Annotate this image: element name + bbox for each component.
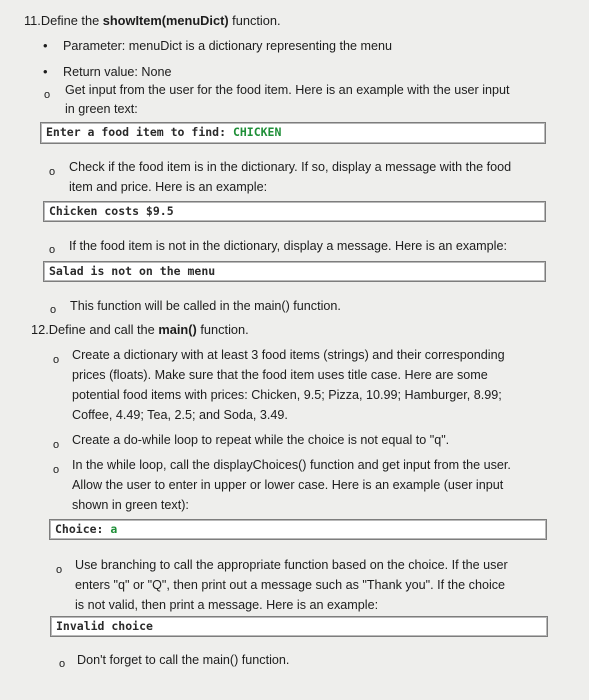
while-loop-text-line-3: shown in green text): — [72, 498, 189, 512]
example-box-not-found: Salad is not on the menu — [43, 261, 546, 282]
branching-text-line-3: is not valid, then print a message. Here is an example: — [75, 598, 379, 612]
filled-bullet-icon: • — [43, 64, 48, 79]
hollow-bullet-icon: o — [56, 564, 63, 576]
prompt-text: Enter a food item to find: — [46, 125, 233, 139]
hollow-bullet-icon: o — [59, 658, 66, 670]
user-input-text: CHICKEN — [232, 125, 282, 139]
parameter-text: Parameter: menuDict is a dictionary representing the menu — [63, 39, 392, 53]
example-box-choice — [49, 519, 547, 540]
while-loop-text-line-2: Allow the user to enter in upper or lower case. Here is an example (user input — [72, 478, 504, 492]
section-number: 12. — [31, 322, 49, 337]
create-dict-text-line-2: prices (floats). Make sure that the food item uses title case. Here are some — [72, 368, 488, 382]
get-input-text-line-2: in green text: — [65, 102, 138, 116]
filled-bullet-icon: • — [43, 38, 48, 53]
function-name: showItem(menuDict) — [102, 13, 229, 28]
function-name: main() — [158, 322, 197, 337]
hollow-bullet-icon: o — [53, 439, 60, 451]
create-dict-text-line-4: Coffee, 4.49; Tea, 2.5; and Soda, 3.49. — [72, 408, 288, 422]
check-dict-text-line-1: Check if the food item is in the dictionary. If so, display a message with the food — [69, 160, 512, 174]
called-in-main-text: This function will be called in the main() function. — [70, 299, 341, 313]
user-input-text: a — [110, 522, 118, 536]
example-box-enter-food — [40, 122, 546, 144]
call-main-reminder-text: Don't forget to call the main() function. — [77, 653, 290, 667]
do-while-text: Create a do-while loop to repeat while the choice is not equal to "q". — [72, 433, 450, 447]
hollow-bullet-icon: o — [44, 89, 51, 101]
prompt-text: Choice: — [55, 522, 111, 536]
create-dict-text-line-3: potential food items with prices: Chicken, 9.5; Pizza, 10.99; Hamburger, 8.99; — [72, 388, 502, 402]
hollow-bullet-icon: o — [50, 304, 57, 316]
branching-text-line-1: Use branching to call the appropriate function based on the choice. If the user — [75, 558, 508, 572]
branching-text-line-2: enters "q" or "Q", then print out a message such as "Thank you". If the choice — [75, 578, 506, 592]
return-value-text: Return value: None — [63, 65, 172, 79]
get-input-text-line-1: Get input from the user for the food item. Here is an example with the user input — [65, 83, 510, 97]
hollow-bullet-icon: o — [53, 464, 60, 476]
create-dict-text-line-1: Create a dictionary with at least 3 food items (strings) and their corresponding — [72, 348, 505, 362]
check-dict-text-line-2: item and price. Here is an example: — [69, 180, 268, 194]
not-in-dict-text: If the food item is not in the dictionary, display a message. Here is an example: — [69, 239, 507, 253]
section-11-heading: 11.Define the showItem(menuDict) function. — [24, 13, 281, 28]
hollow-bullet-icon: o — [49, 244, 56, 256]
hollow-bullet-icon: o — [53, 354, 60, 366]
section-12-heading: 12.Define and call the main() function. — [31, 322, 249, 337]
section-number: 11. — [24, 13, 41, 28]
example-box-found: Chicken costs $9.5 — [43, 201, 546, 222]
hollow-bullet-icon: o — [49, 166, 56, 178]
example-box-invalid: Invalid choice — [50, 616, 548, 637]
while-loop-text-line-1: In the while loop, call the displayChoices() function and get input from the user. — [72, 458, 511, 472]
